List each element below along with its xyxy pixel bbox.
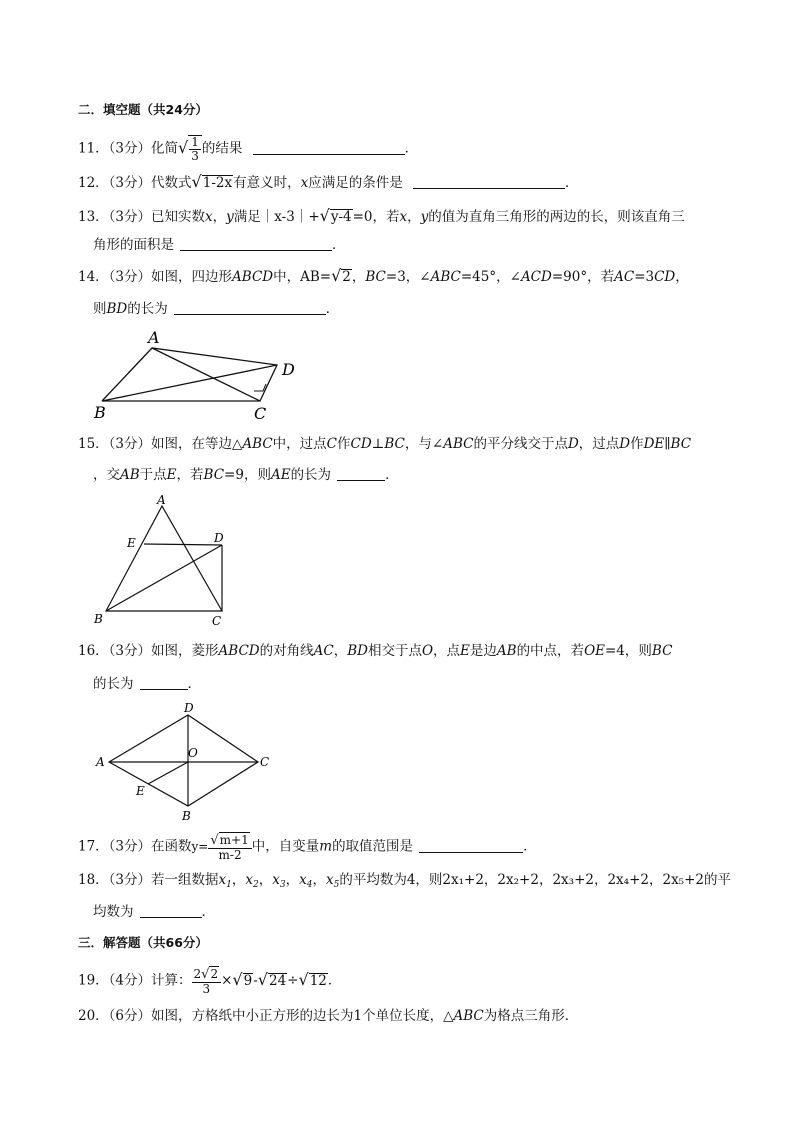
label-c: C xyxy=(260,755,270,769)
label-a: A xyxy=(148,328,160,347)
label-d: D xyxy=(214,531,224,545)
question-20: 20．（6分）如图，方格纸中小正方形的边长为1个单位长度，△ABC为格点三角形． xyxy=(78,1008,579,1024)
answer-blank-13[interactable] xyxy=(180,236,332,251)
question-18: 18．（3分）若一组数据$x_1$，$x_2$，$x_3$，$x_4$，$x_5$的平均数为4，则2x₁+2，2x₂+2，2x₃+2，2x₄+2，2x₅+2的平 xyxy=(78,872,731,890)
label-d: D xyxy=(282,360,295,379)
label-a: A xyxy=(96,755,105,769)
answer-blank-11[interactable] xyxy=(253,140,405,155)
label-a: A xyxy=(157,494,166,507)
label-b: B xyxy=(94,403,106,422)
diagonal-bd xyxy=(102,365,277,401)
radical-sign-icon: √ xyxy=(191,172,202,191)
question-16: 16．（3分）如图，菱形ABCD的对角线AC，BD相交于点O，点E是边AB的中点，若OE=4，则BC xyxy=(78,643,673,659)
answer-blank-12[interactable] xyxy=(413,174,565,189)
radical-sign-icon: √ xyxy=(210,833,219,848)
label-c: C xyxy=(212,614,222,628)
segment-oe xyxy=(148,762,188,784)
label-e: E xyxy=(136,784,145,798)
question-11: 11．（3分）化简√ $\frac{1}{3}$ 的结果 ． xyxy=(78,135,419,163)
question-17: 17．（3分）在函数y= $\frac{√m+1}{m-2}$ 中，自变量m的取值范围是 ． xyxy=(78,833,537,862)
quad-outline xyxy=(102,348,277,401)
expression-list: 2x₁+2，2x₂+2，2x₃+2，2x₄+2，2x₅+2 xyxy=(442,872,704,888)
question-19: 19．（4分）计算： $\frac{2√2}{3}$ ×√9-√24÷√12． xyxy=(78,967,342,996)
label-e: E xyxy=(127,536,136,550)
question-18-line2: 均数为 ． xyxy=(93,904,215,920)
label-b: B xyxy=(182,809,191,822)
figure-16-rhombus xyxy=(92,700,282,822)
question-14: 14．（3分）如图，四边形ABCD中，AB=√2，BC=3，∠ABC=45°，∠ACD=90°，若AC=3CD， xyxy=(78,266,689,285)
section-title-fill-blank: 二．填空题（共24分） xyxy=(78,102,208,117)
radical-sign-icon: √ xyxy=(232,969,243,989)
answer-blank-16[interactable] xyxy=(140,675,188,690)
question-15-line2: ，交AB于点E，若BC=9，则AE的长为 ． xyxy=(93,467,399,483)
question-14-line2: 则BD的长为 ． xyxy=(93,301,340,317)
right-angle-mark xyxy=(254,384,266,391)
answer-blank-14[interactable] xyxy=(174,300,326,315)
segment-de xyxy=(144,544,222,545)
question-13-line2: 角形的面积是 ． xyxy=(93,237,346,253)
label-b: B xyxy=(94,612,103,626)
answer-blank-17[interactable] xyxy=(419,838,523,853)
label-o: O xyxy=(188,746,198,760)
question-15: 15．（3分）如图，在等边△ABC中，过点C作CD⊥BC，与∠ABC的平分线交于点D，过点D作DE∥BC xyxy=(78,436,692,452)
radical-sign-icon: √ xyxy=(178,137,189,157)
question-16-line2: 的长为 ． xyxy=(93,676,201,692)
question-13: 13．（3分）已知实数x，y满足｜x-3｜+√y-4=0，若x，y的值为直角三角形的两边的长，则该直角三 xyxy=(78,206,685,225)
question-12: 12．（3分）代数式√1-2x有意义时，x应满足的条件是 ． xyxy=(78,172,579,191)
figure-15-triangle xyxy=(90,494,240,630)
rhombus-abcd xyxy=(109,715,258,806)
answer-blank-15[interactable] xyxy=(337,466,385,481)
figure-14-quadrilateral xyxy=(90,328,310,423)
label-d: D xyxy=(184,701,194,715)
label-c: C xyxy=(254,404,267,423)
triangle-abc xyxy=(106,506,222,611)
q11-number: 11．（3分） xyxy=(78,140,152,157)
answer-blank-18[interactable] xyxy=(140,903,202,918)
radical-sign-icon: √ xyxy=(319,206,330,225)
section-title-solutions: 三．解答题（共66分） xyxy=(78,935,208,950)
radical-sign-icon: √ xyxy=(331,266,342,285)
